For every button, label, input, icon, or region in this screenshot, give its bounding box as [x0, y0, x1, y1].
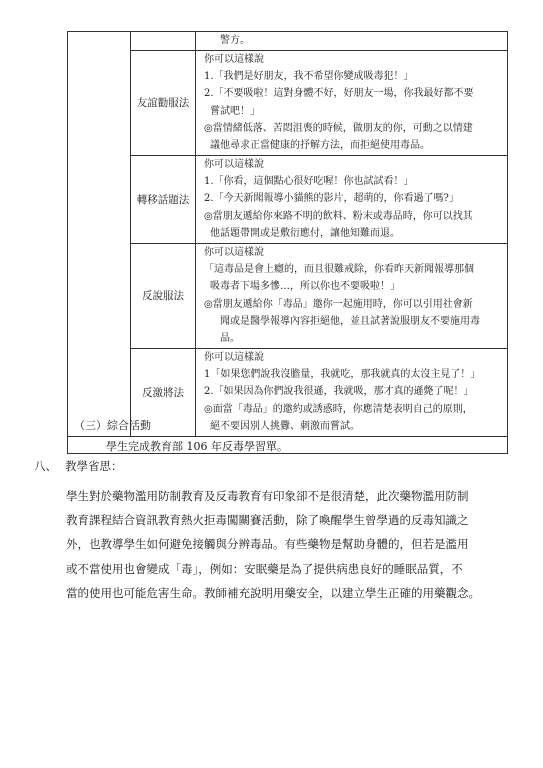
content-line: 品。 — [220, 333, 240, 345]
table-row — [68, 51, 508, 156]
paragraph-line: 外，也教導學生如何避免接觸與分辨毒品。有些藥物是幫助身體的，但若是濫用 — [66, 537, 469, 552]
content-line: 嘗試吧！」 — [210, 105, 260, 117]
content-line: 2.「不要吸啦！這對身體不好，好朋友一場，你我最好都不要 — [204, 88, 474, 100]
left-blank-column — [68, 32, 131, 437]
method-cell: 友誼勸服法 — [131, 51, 196, 156]
reflection-paragraph — [66, 484, 516, 605]
content-line: ◎當朋友遞給你來路不明的飲料、粉末或毒品時，你可以找其 — [204, 210, 473, 222]
content-cell — [196, 51, 508, 156]
content-line: ◎當情緒低落、苦悶沮喪的時候，做朋友的你，可動之以情建 — [204, 122, 473, 134]
content-line: 1.「你看，這個點心很好吃喔！你也試試看！」 — [204, 176, 414, 188]
method-cell: 轉移話題法 — [131, 156, 196, 244]
top-fragment-text: 警方。 — [220, 35, 250, 46]
combined-activity-heading: （三）綜合活動 — [74, 419, 151, 432]
content-line: 2.「如果因為你們說我很遜，我就吸，那才真的遜斃了呢！」 — [204, 386, 474, 398]
paragraph-line: 教育課程結合資訊教育熱火拒毒闖關賽活動，除了喚醒學生曾學過的反毒知識之 — [66, 513, 469, 528]
content-line: 2.「今天新聞報導小貓熊的影片，超萌的，你看過了嗎?」 — [204, 193, 459, 205]
paragraph-line: 學生對於藥物濫用防制教育及反毒教育有印象卻不是很清楚，此次藥物濫用防制 — [66, 489, 469, 503]
content-line: 你可以這樣說 — [204, 247, 264, 258]
paragraph-line: 當的使用也可能危害生命。教師補充說明用藥安全，以建立學生正確的用藥觀念。 — [66, 585, 480, 600]
table-row — [68, 156, 508, 244]
content-line: 你可以這樣說 — [204, 159, 264, 170]
content-line: 1「如果您們說我沒膽量，我就吃，那我就真的太沒主見了！」 — [204, 369, 481, 381]
content-line: 吸毒者下場多慘…，所以你也不要吸啦！」 — [210, 281, 400, 293]
content-line: 1.「我們是好朋友，我不希望你變成吸毒犯！」 — [204, 71, 414, 83]
content-cell — [196, 156, 508, 244]
content-cell — [196, 244, 508, 349]
section-title: 教學省思： — [65, 459, 123, 473]
refusal-methods-table — [67, 31, 508, 437]
table-row — [68, 32, 508, 51]
content-line: ◎面當「毒品」的邀約或誘惑時，你應清楚表明自己的原則， — [204, 403, 473, 415]
content-line: 「這毒品是會上癮的，而且很難戒除，你看昨天新聞報導那個 — [204, 264, 474, 276]
content-line: 他話題帶開或是敷衍應付，讓他知難而退。 — [210, 227, 400, 239]
content-line: ◎當朋友遞給你「毒品」邀你一起施用時，你可以引用社會新 — [204, 298, 473, 310]
content-cell — [196, 32, 508, 51]
content-line: 絕不要因別人挑釁、刺激而嘗試。 — [210, 420, 360, 432]
paragraph-line: 或不當使用也會變成「毒」，例如：安眠藥是為了提供病患良好的睡眠品質，不 — [66, 561, 463, 576]
combined-activity-box — [67, 411, 508, 454]
table-row — [68, 244, 508, 349]
combined-activity-text: 學生完成教育部 106 年反毒學習單。 — [106, 440, 288, 453]
content-line: 議他尋求正當健康的抒解方法，而拒絕使用毒品。 — [210, 140, 430, 152]
content-line: 你可以這樣說 — [204, 352, 264, 363]
content-line: 你可以這樣說 — [204, 54, 264, 65]
method-cell-empty — [131, 32, 196, 51]
method-cell: 反說服法 — [131, 244, 196, 349]
section-number: 八、 — [34, 459, 57, 473]
content-line: 聞或是醫學報導內容拒絕他，並且試著說服朋友不要施用毒 — [220, 315, 480, 327]
method-cell: 反激將法 — [131, 349, 196, 437]
